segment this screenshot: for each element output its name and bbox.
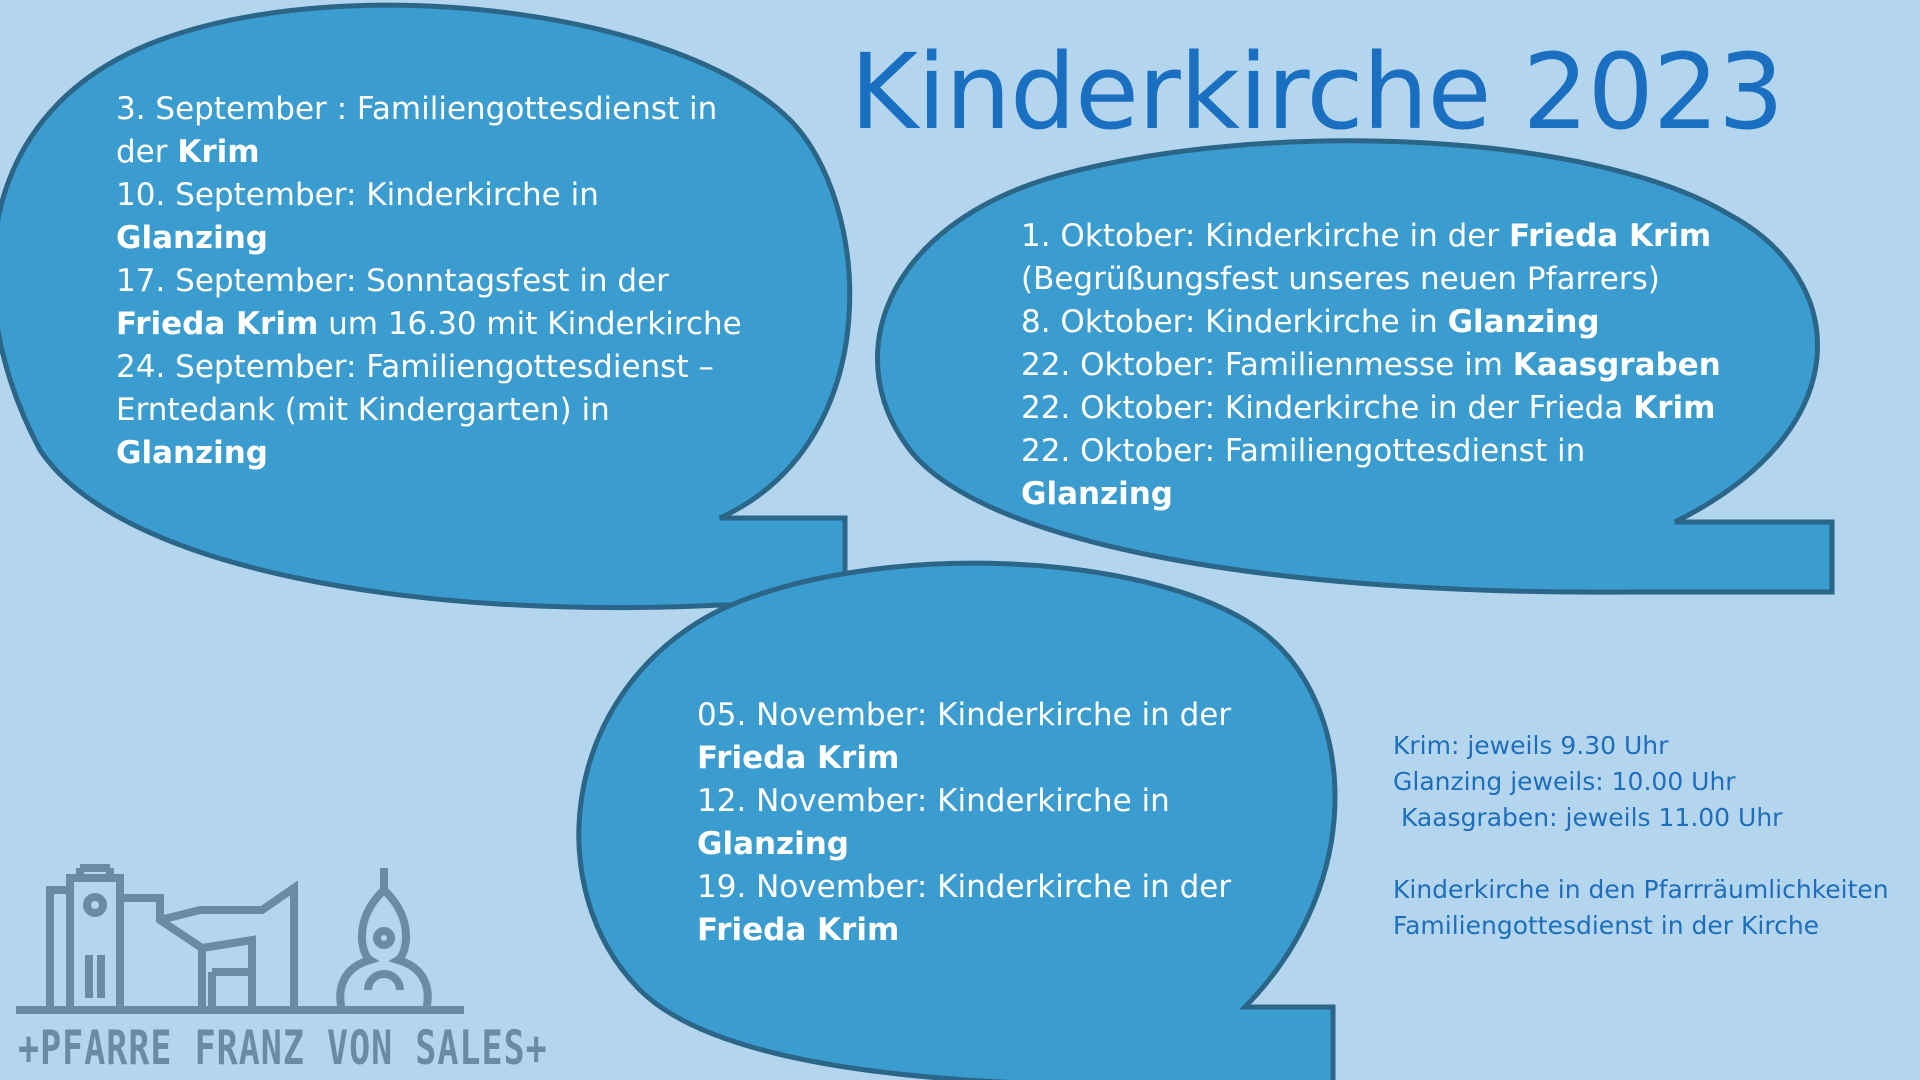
date-text: Erntedank (mit Kindergarten) in [116,392,610,428]
info-line: Kaasgraben: jeweils 11.00 Uhr [1393,803,1783,832]
date-text: um 16.30 mit Kinderkirche [318,306,742,342]
oktober-line [1021,215,1721,258]
location-name: Krim [177,134,260,170]
november-dates [697,694,1231,952]
info-times [1393,728,1889,944]
november-line [697,780,1231,823]
oktober-line [1021,344,1721,387]
info-line: Kinderkirche in den Pfarrräumlichkeiten [1393,875,1889,904]
oktober-dates [1021,215,1721,516]
date-text: 12. November: Kinderkirche in [697,783,1170,819]
date-text: 3. September : Familiengottesdienst in [116,91,718,127]
november-line [697,866,1231,909]
november-line [697,823,1231,866]
location-name: Frieda Krim [116,306,319,342]
info-line: Familiengottesdienst in der Kirche [1393,911,1820,940]
oktober-line [1021,473,1721,516]
september-line [116,346,742,389]
location-name: Frieda Krim [697,912,900,948]
info-line: Glanzing jeweils: 10.00 Uhr [1393,767,1736,796]
location-name: Glanzing [1447,304,1600,340]
info-line [1393,836,1889,872]
date-text: 1. Oktober: Kinderkirche in der [1021,218,1509,254]
logo-text: +PFARRE FRANZ VON SALES+ [18,1022,548,1076]
date-text: 22. Oktober: Kinderkirche in der Frieda [1021,390,1634,426]
september-line [116,432,742,475]
september-line [116,389,742,432]
oktober-line [1021,258,1721,301]
page-title: Kinderkirche 2023 [850,31,1784,153]
oktober-line [1021,387,1721,430]
oktober-line [1021,301,1721,344]
september-line [116,174,742,217]
september-line [116,303,742,346]
location-name: Glanzing [116,435,268,471]
location-name: Krim [1633,390,1716,426]
november-line [697,737,1231,780]
date-text: (Begrüßungsfest unseres neuen Pfarrers) [1021,261,1660,297]
date-text: 22. Oktober: Familienmesse im [1021,347,1513,383]
location-name: Frieda Krim [1508,218,1712,254]
date-text: 10. September: Kinderkirche in [116,177,599,213]
location-name: Glanzing [697,826,849,862]
location-name: Glanzing [1021,476,1173,512]
location-name: Frieda Krim [697,740,900,776]
september-line [116,260,742,303]
date-text: 22. Oktober: Familiengottesdienst in [1021,433,1586,469]
september-line [116,88,742,131]
november-line [697,909,1231,952]
date-text: 17. September: Sonntagsfest in der [116,263,669,299]
september-line [116,217,742,260]
location-name: Glanzing [116,220,268,256]
november-line [697,694,1231,737]
info-line: Krim: jeweils 9.30 Uhr [1393,731,1669,760]
date-text: der [116,134,178,170]
september-dates [116,88,742,475]
location-name: Kaasgraben [1512,347,1721,383]
oktober-line [1021,430,1721,473]
date-text: 05. November: Kinderkirche in der [697,697,1232,733]
date-text: 8. Oktober: Kinderkirche in [1021,304,1448,340]
date-text: 19. November: Kinderkirche in der [697,869,1232,905]
date-text: 24. September: Familiengottesdienst – [116,349,714,385]
september-line [116,131,742,174]
